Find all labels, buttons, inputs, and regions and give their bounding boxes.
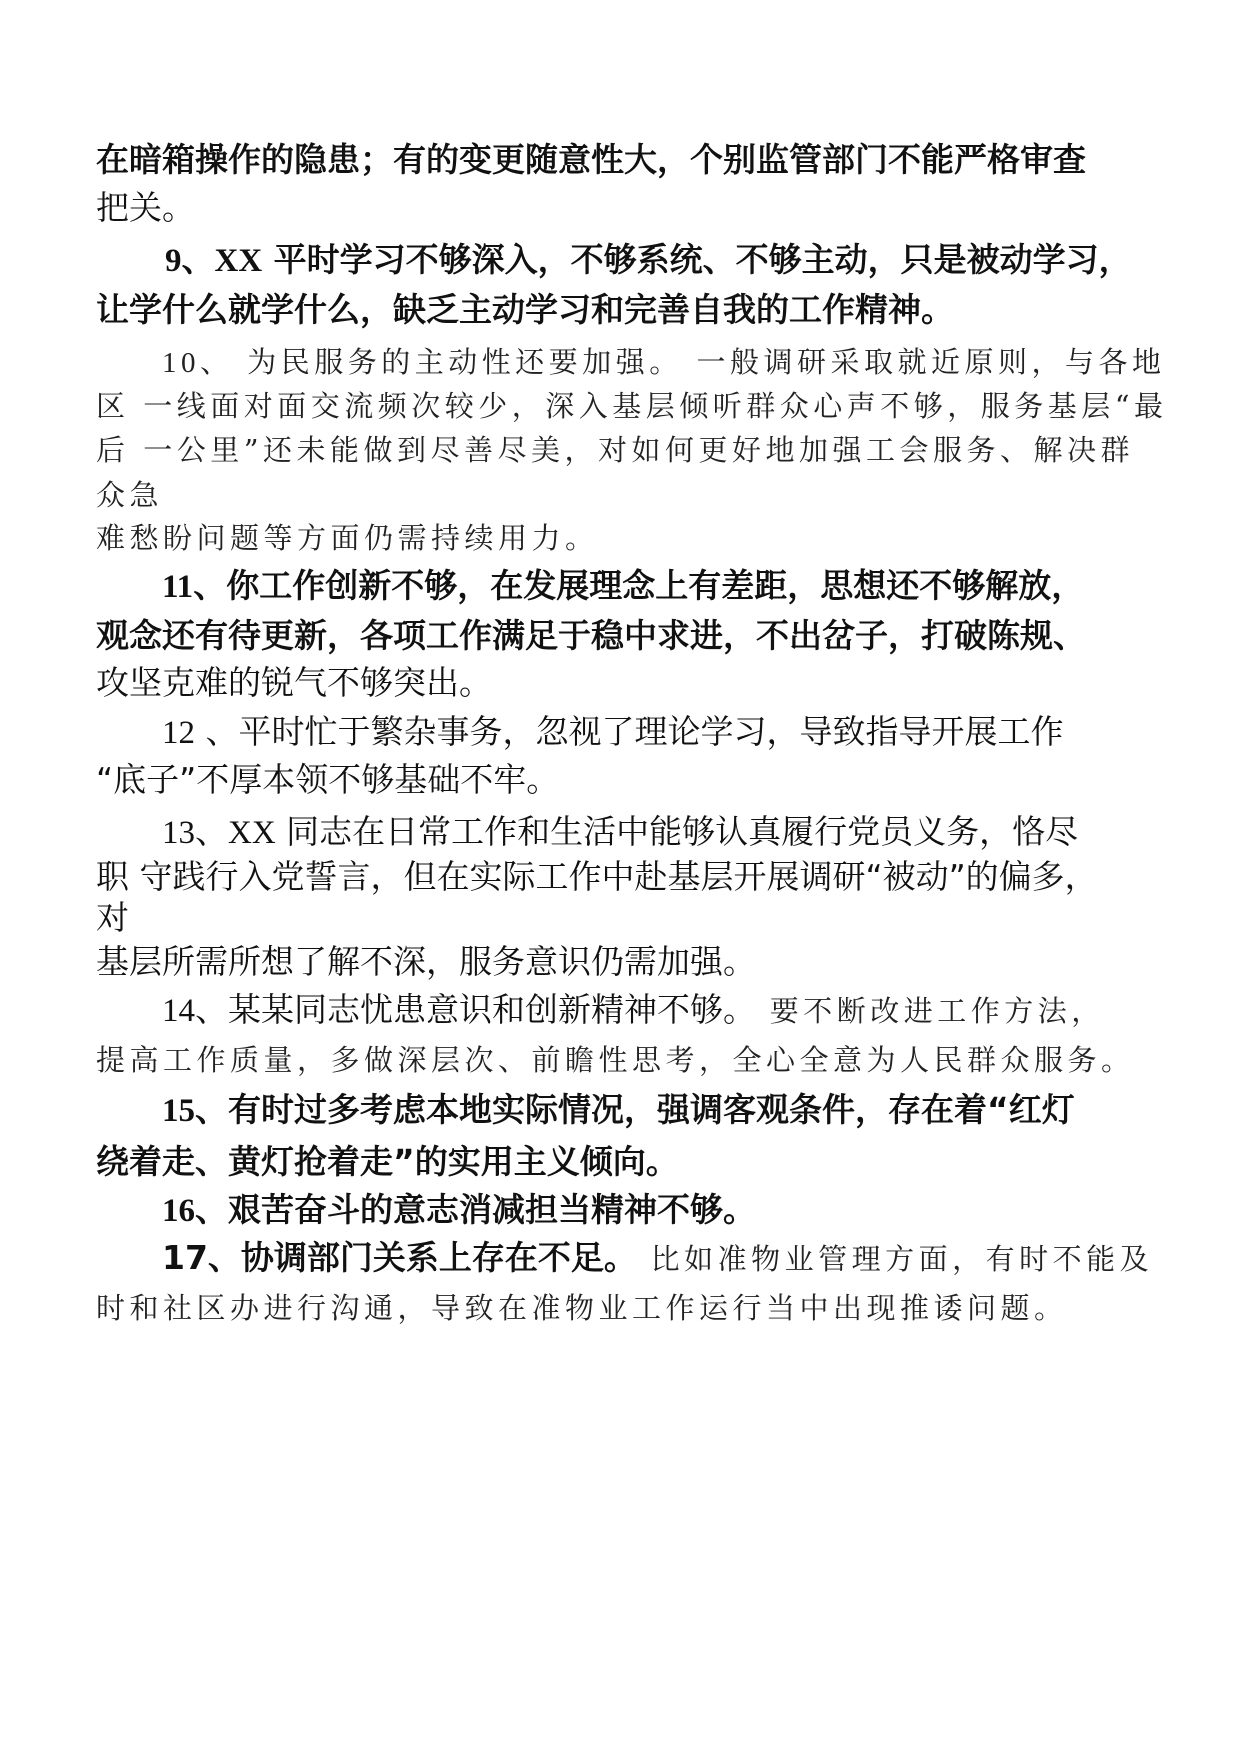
text-line <box>96 857 1098 897</box>
text-line <box>162 990 1105 1031</box>
text-line <box>162 812 1078 853</box>
text-run: 比如准物业管理方面，有时不能及 <box>636 1242 1154 1276</box>
text-line <box>162 1090 1075 1131</box>
text-line <box>162 342 1165 383</box>
text-line <box>162 1190 756 1231</box>
text-run: 、某某同志忧患意识和创新精神不够。 <box>195 990 756 1029</box>
text-line <box>96 1288 1068 1328</box>
text-run: 、平时忙于繁杂事务，忽视了理论学习，导致指导开展工作 <box>195 712 1064 751</box>
text-line <box>96 1040 1135 1080</box>
item-number: 13、XX <box>162 815 276 851</box>
text-line <box>162 1238 1153 1279</box>
text-run: 让学什么就学什么，缺乏主动学习和完善自我的工作精神。 <box>96 290 954 329</box>
text-run: 众急 <box>96 478 164 512</box>
item-number: 14 <box>162 993 195 1029</box>
text-run: 绕着走、黄灯抢着走”的实用主义倾向。 <box>96 1142 679 1181</box>
text-line <box>96 518 599 558</box>
item-number: 12 <box>162 715 195 751</box>
text-line <box>96 1142 679 1182</box>
text-run: 基层所需所想了解不深，服务意识仍需加强。 <box>96 942 756 981</box>
text-run: 17、协调部门关系上存在不足。 <box>162 1238 637 1277</box>
text-run: 对 <box>96 898 129 937</box>
item-number: 11 <box>162 569 194 605</box>
text-line <box>96 140 1086 180</box>
text-run: 职 守践行入党誓言，但在实际工作中赴基层开展调研“被动”的偏多， <box>96 857 1098 896</box>
text-line <box>96 942 756 982</box>
item-number: 9、XX <box>165 243 263 279</box>
item-number: 15 <box>162 1093 195 1129</box>
text-line <box>96 475 163 515</box>
text-run: 时和社区办进行沟通，导致在准物业工作运行当中出现推诿问题。 <box>96 1291 1068 1325</box>
text-run: 难愁盼问题等方面仍需持续用力。 <box>96 521 599 555</box>
text-line <box>96 430 1134 470</box>
text-run: 要不断改进工作方法， <box>756 994 1105 1028</box>
text-line <box>96 898 129 938</box>
text-line <box>96 386 1168 426</box>
text-run: 观念还有待更新，各项工作满足于稳中求进，不出岔子，打破陈规、 <box>96 616 1086 655</box>
text-line <box>96 188 195 228</box>
text-line <box>96 760 559 800</box>
item-number: 16 <box>162 1193 195 1229</box>
text-run: 、有时过多考虑本地实际情况，强调客观条件，存在着“红灯 <box>195 1090 1075 1129</box>
text-run: 后 一公里”还未能做到尽善尽美，对如何更好地加强工会服务、解决群 <box>96 433 1135 467</box>
text-line <box>162 712 1064 753</box>
text-run: 为民服务的主动性还要加强。 一般调研采取就近原则，与各地 <box>233 345 1166 379</box>
text-line <box>162 566 1084 607</box>
text-run: 、艰苦奋斗的意志消减担当精神不够。 <box>195 1190 756 1229</box>
text-run: 同志在日常工作和生活中能够认真履行党员义务，恪尽 <box>275 812 1079 851</box>
text-run: “底子”不厚本领不够基础不牢。 <box>96 760 560 799</box>
text-line <box>96 616 1086 656</box>
text-run: 在暗箱操作的隐患；有的变更随意性大，个别监管部门不能严格审查 <box>96 140 1086 179</box>
text-run: 、你工作创新不够，在发展理念上有差距，思想还不够解放， <box>193 566 1085 605</box>
text-run: 区 一线面对面交流频次较少，深入基层倾听群众心声不够，服务基层“最 <box>96 389 1168 423</box>
text-line <box>96 290 954 330</box>
item-number: 10、 <box>162 347 234 379</box>
text-run: 把关。 <box>96 188 195 227</box>
text-line <box>165 240 1132 281</box>
text-line <box>96 663 492 703</box>
text-run: 攻坚克难的锐气不够突出。 <box>96 663 492 702</box>
text-run: 提高工作质量，多做深层次、前瞻性思考，全心全意为人民群众服务。 <box>96 1043 1135 1077</box>
text-run: 平时学习不够深入，不够系统、不够主动，只是被动学习， <box>262 240 1132 279</box>
